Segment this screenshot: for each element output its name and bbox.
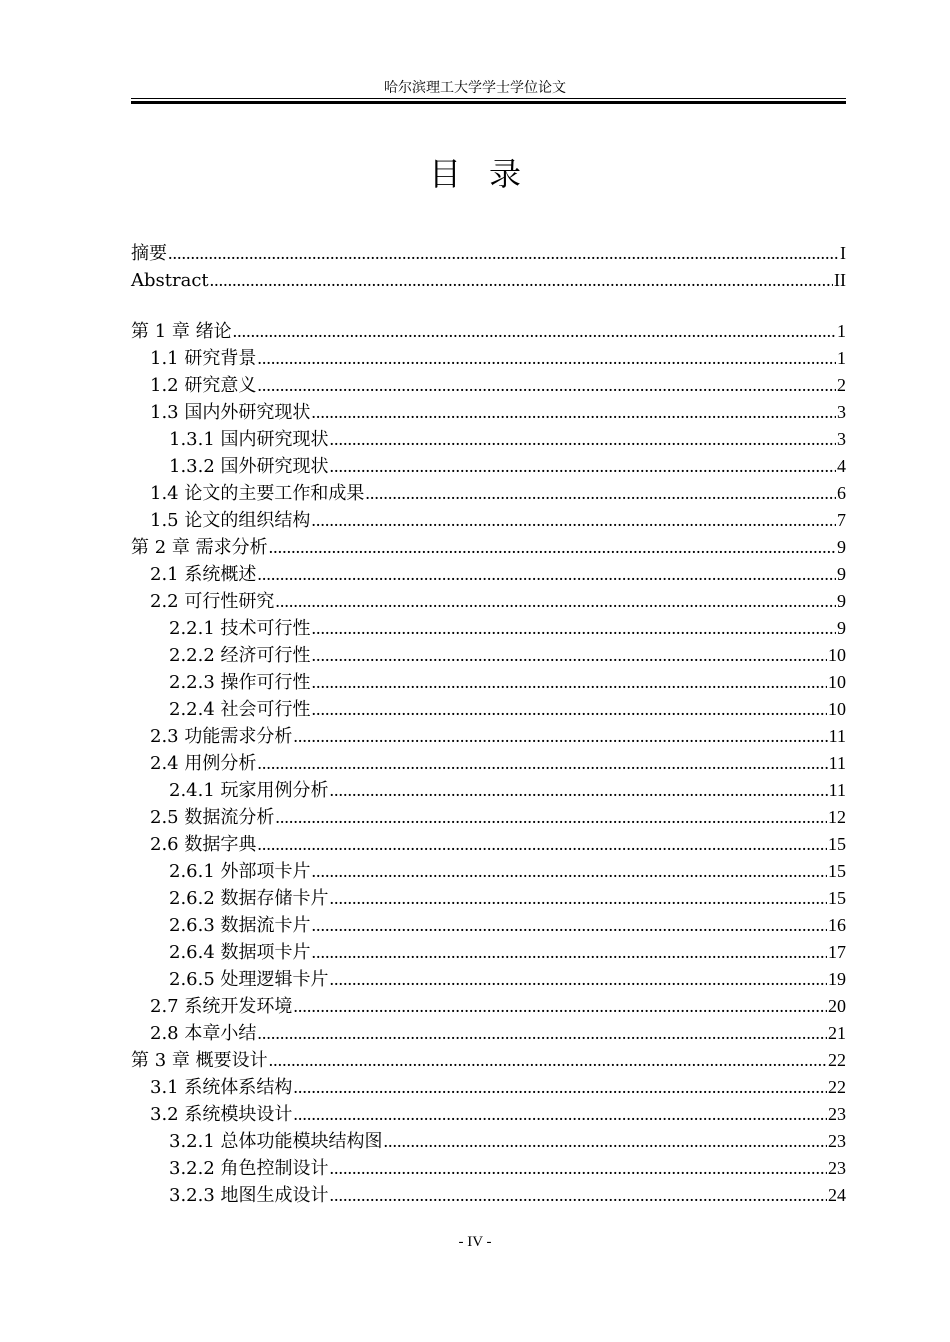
toc-entry-label: 摘要 xyxy=(131,243,167,264)
toc-entry-page: 6 xyxy=(837,483,846,503)
toc-entry-label: 1.4 论文的主要工作和成果 xyxy=(150,483,365,504)
page-header: 哈尔滨理工大学学士学位论文 xyxy=(384,80,566,96)
dot-leader xyxy=(330,1155,827,1182)
toc-entry[interactable] xyxy=(131,912,846,939)
dot-leader xyxy=(312,858,827,885)
toc-entry-page: 1 xyxy=(837,348,846,368)
dot-leader xyxy=(257,1020,827,1047)
dot-leader xyxy=(311,507,836,534)
dot-leader xyxy=(257,372,836,399)
toc-entry[interactable] xyxy=(131,426,846,453)
toc-entry-abstract-cn[interactable] xyxy=(131,240,846,267)
toc-entry-page: I xyxy=(840,243,846,263)
toc-entry-page: 7 xyxy=(837,510,846,530)
toc-entry[interactable] xyxy=(131,561,846,588)
toc-entry-page: 12 xyxy=(828,807,846,827)
dot-leader xyxy=(312,696,827,723)
dot-leader xyxy=(233,318,836,345)
toc-entry[interactable] xyxy=(131,669,846,696)
toc-entry-page: 15 xyxy=(828,888,846,908)
toc-entry[interactable] xyxy=(131,750,846,777)
toc-entry-label: 1.3.1 国内研究现状 xyxy=(169,429,329,450)
header-rule-thick xyxy=(131,101,846,104)
toc-entry-page: 20 xyxy=(828,996,846,1016)
toc-entry-page: 3 xyxy=(837,402,846,422)
toc-entry-page: 11 xyxy=(828,726,846,746)
toc-entry-page: 10 xyxy=(828,699,846,719)
toc-list xyxy=(131,318,846,1209)
dot-leader xyxy=(330,885,827,912)
toc-entry-page: 3 xyxy=(837,429,846,449)
toc-entry[interactable] xyxy=(131,1047,846,1074)
toc-entry[interactable] xyxy=(131,804,846,831)
toc-entry[interactable] xyxy=(131,696,846,723)
toc-entry-label: 1.1 研究背景 xyxy=(150,348,257,369)
toc-entry[interactable] xyxy=(131,588,846,615)
toc-entry-page: 2 xyxy=(837,375,846,395)
toc-entry-label: Abstract xyxy=(131,270,209,291)
dot-leader xyxy=(269,1047,827,1074)
toc-entry-label: 1.3.2 国外研究现状 xyxy=(169,456,329,477)
toc-entry[interactable] xyxy=(131,1101,846,1128)
toc-entry-label: 2.5 数据流分析 xyxy=(150,807,275,828)
toc-entry-label: 2.4 用例分析 xyxy=(150,753,257,774)
toc-entry-page: 16 xyxy=(828,915,846,935)
toc-entry-page: 17 xyxy=(828,942,846,962)
toc-entry[interactable] xyxy=(131,831,846,858)
dot-leader xyxy=(312,939,827,966)
toc-entry-label: 2.7 系统开发环境 xyxy=(150,996,293,1017)
dot-leader xyxy=(312,669,827,696)
toc-entry-label: 3.2.2 角色控制设计 xyxy=(169,1158,329,1179)
dot-leader xyxy=(275,804,827,831)
toc-entry-page: 9 xyxy=(837,591,846,611)
dot-leader xyxy=(330,1182,827,1209)
dot-leader xyxy=(257,831,827,858)
toc-entry-label: 2.1 系统概述 xyxy=(150,564,257,585)
toc-entry-page: 10 xyxy=(828,645,846,665)
toc-entry-page: 15 xyxy=(828,861,846,881)
toc-entry-page: II xyxy=(834,270,846,290)
toc-entry-label: 2.6 数据字典 xyxy=(150,834,257,855)
toc-entry[interactable] xyxy=(131,507,846,534)
dot-leader xyxy=(330,966,827,993)
toc-entry-page: 23 xyxy=(828,1131,846,1151)
toc-entry[interactable] xyxy=(131,1074,846,1101)
toc-entry[interactable] xyxy=(131,1182,846,1209)
dot-leader xyxy=(275,588,836,615)
page-number: - IV - xyxy=(458,1234,492,1250)
toc-entry-label: 2.6.1 外部项卡片 xyxy=(169,861,311,882)
toc-entry-page: 10 xyxy=(828,672,846,692)
toc-entry[interactable] xyxy=(131,858,846,885)
toc-entry-label: 2.2.1 技术可行性 xyxy=(169,618,311,639)
toc-entry[interactable] xyxy=(131,345,846,372)
dot-leader xyxy=(293,1074,827,1101)
toc-entry[interactable] xyxy=(131,399,846,426)
toc-entry[interactable] xyxy=(131,723,846,750)
toc-entry-label: 2.2.2 经济可行性 xyxy=(169,645,311,666)
toc-entry[interactable] xyxy=(131,318,846,345)
toc-entry-label: 第 3 章 概要设计 xyxy=(131,1050,268,1071)
toc-entry-label: 2.6.4 数据项卡片 xyxy=(169,942,311,963)
dot-leader xyxy=(257,750,827,777)
dot-leader xyxy=(312,912,827,939)
dot-leader xyxy=(384,1128,827,1155)
dot-leader xyxy=(330,777,828,804)
toc-entry-label: 1.5 论文的组织结构 xyxy=(150,510,311,531)
toc-entry[interactable] xyxy=(131,966,846,993)
toc-entry-page: 23 xyxy=(828,1158,846,1178)
toc-entry-page: 24 xyxy=(828,1185,846,1205)
dot-leader xyxy=(312,615,836,642)
toc-entry-page: 4 xyxy=(837,456,846,476)
toc-entry-label: 2.6.5 处理逻辑卡片 xyxy=(169,969,329,990)
toc-entry-label: 1.3 国内外研究现状 xyxy=(150,402,311,423)
dot-leader xyxy=(293,1101,827,1128)
toc-entry-label: 3.2.3 地图生成设计 xyxy=(169,1185,329,1206)
toc-entry[interactable] xyxy=(131,1020,846,1047)
toc-entry-page: 11 xyxy=(828,780,846,800)
toc-entry[interactable] xyxy=(131,453,846,480)
dot-leader xyxy=(311,399,836,426)
toc-entry-label: 2.3 功能需求分析 xyxy=(150,726,293,747)
toc-entry-label: 2.2.3 操作可行性 xyxy=(169,672,311,693)
toc-entry-label: 第 2 章 需求分析 xyxy=(131,537,268,558)
toc-entry-label: 3.2 系统模块设计 xyxy=(150,1104,293,1125)
table-of-contents xyxy=(131,240,846,1209)
toc-entry-page: 22 xyxy=(828,1050,846,1070)
toc-entry-abstract-en[interactable] xyxy=(131,267,846,294)
toc-entry[interactable] xyxy=(131,642,846,669)
dot-leader xyxy=(257,561,836,588)
dot-leader xyxy=(269,534,836,561)
toc-entry[interactable] xyxy=(131,480,846,507)
toc-entry-label: 2.2 可行性研究 xyxy=(150,591,275,612)
page-title: 目录 xyxy=(428,155,549,193)
dot-leader xyxy=(312,642,827,669)
toc-entry-label: 2.8 本章小结 xyxy=(150,1023,257,1044)
toc-entry[interactable] xyxy=(131,885,846,912)
dot-leader xyxy=(293,993,827,1020)
toc-entry-label: 2.4.1 玩家用例分析 xyxy=(169,780,329,801)
toc-entry-page: 9 xyxy=(837,618,846,638)
toc-entry[interactable] xyxy=(131,1155,846,1182)
section-gap xyxy=(131,294,846,318)
dot-leader xyxy=(365,480,836,507)
dot-leader xyxy=(293,723,827,750)
toc-entry-page: 23 xyxy=(828,1104,846,1124)
toc-entry-label: 3.2.1 总体功能模块结构图 xyxy=(169,1131,383,1152)
dot-leader xyxy=(330,453,836,480)
toc-entry-label: 3.1 系统体系结构 xyxy=(150,1077,293,1098)
dot-leader xyxy=(168,240,839,267)
toc-entry-page: 15 xyxy=(828,834,846,854)
toc-entry[interactable] xyxy=(131,993,846,1020)
toc-entry-label: 1.2 研究意义 xyxy=(150,375,257,396)
toc-entry-label: 2.2.4 社会可行性 xyxy=(169,699,311,720)
toc-entry-label: 2.6.3 数据流卡片 xyxy=(169,915,311,936)
header-rule-thin xyxy=(131,98,846,99)
toc-entry-label: 第 1 章 绪论 xyxy=(131,321,232,342)
dot-leader xyxy=(210,267,833,294)
toc-entry-page: 19 xyxy=(828,969,846,989)
dot-leader xyxy=(257,345,836,372)
toc-entry-label: 2.6.2 数据存储卡片 xyxy=(169,888,329,909)
toc-entry[interactable] xyxy=(131,777,846,804)
toc-entry-page: 9 xyxy=(837,537,846,557)
toc-entry-page: 1 xyxy=(837,321,846,341)
toc-entry-page: 9 xyxy=(837,564,846,584)
toc-entry[interactable] xyxy=(131,615,846,642)
dot-leader xyxy=(330,426,836,453)
toc-entry-page: 21 xyxy=(828,1023,846,1043)
toc-entry[interactable] xyxy=(131,939,846,966)
toc-entry[interactable] xyxy=(131,372,846,399)
toc-entry[interactable] xyxy=(131,534,846,561)
toc-entry[interactable] xyxy=(131,1128,846,1155)
toc-entry-page: 22 xyxy=(828,1077,846,1097)
toc-entry-page: 11 xyxy=(828,753,846,773)
